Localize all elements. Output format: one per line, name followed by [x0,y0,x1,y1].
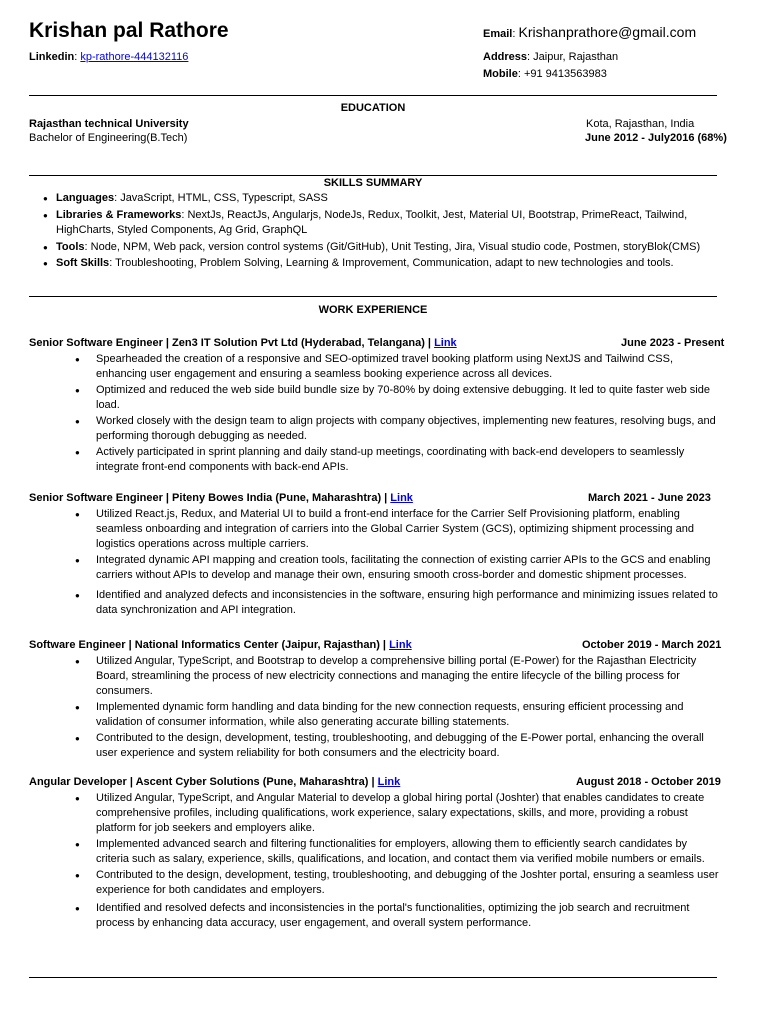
job-dates: August 2018 - October 2019 [576,776,721,788]
job-heading: Senior Software Engineer | Piteny Bowes India (Pune, Maharashtra) | Link [29,492,413,504]
address-value: Jaipur, Rajasthan [533,51,619,63]
job-link[interactable]: Link [377,776,401,788]
list-item: ● Utilized Angular, TypeScript, and Bootstrap to develop a comprehensive billing portal (E-Power) for the Rajasthan Electricity Board, streamlining the process of new electricity connections and managing the entire lifecycle of the billing process for consumers. [29,654,719,699]
job-bullets [29,654,719,761]
linkedin-label: Linkedin [29,51,75,63]
job-link[interactable]: Link [389,639,412,651]
address-label: Address [483,51,528,63]
school-location: Kota, Rajasthan, India [586,118,695,130]
list-item: ● Contributed to the design, development, testing, troubleshooting, and debugging of the Joshter portal, ensuring a seamless user experience for both candidates and employers. [29,868,719,898]
list-item: ● Utilized React.js, Redux, and Material UI to build a front-end interface for the Carrier Self Provisioning platform, enabling seamless onboarding and integration of carriers into the Global Carrier System (GCS), optimizing shipment processing and logistics operations across multiple carriers. [29,507,719,552]
list-item: ● Worked closely with the design team to align projects with company objectives, implementing new features, resolving bugs, and performing thorough debugging as needed. [29,414,719,444]
job-link[interactable]: Link [390,492,413,504]
email-line: Email: Krishanprathore@gmail.com [483,24,697,40]
school-name: Rajasthan technical University [29,118,189,130]
job-dates: March 2021 - June 2023 [588,492,711,504]
linkedin-link[interactable]: kp-rathore-444132116 [80,51,189,63]
colon: : [74,51,81,63]
job-bullets [29,352,719,475]
email-label: Email [483,28,513,40]
list-item: ● Implemented advanced search and filtering functionalities for employers, allowing them to efficiently search candidates by criteria such as salary, experience, skills, qualifications, and location, and contact them via verified mobile numbers or emails. [29,837,719,867]
contact-block [483,24,696,83]
list-item: ● Optimized and reduced the web side build bundle size by 70-80% by doing extensive debugging. It led to quite faster web side load. [29,383,719,413]
education-title: EDUCATION [340,102,406,114]
list-item: ● Identified and analyzed defects and inconsistencies in the software, ensuring high performance and minimizing issues related to data synchronization and API integration. [29,588,719,618]
email-value: Krishanprathore@gmail.com [518,24,697,40]
job-heading: Software Engineer | National Informatics Center (Jaipur, Rajasthan) | Link [29,639,412,651]
skill-item: ● Languages: JavaScript, HTML, CSS, Typescript, SASS [29,191,729,207]
job-dates: June 2023 - Present [621,337,725,349]
list-item: ● Implemented dynamic form handling and data binding for the new connection requests, ensuring efficient processing and validation of consumer information, while also generating accurate billing statements. [29,700,719,730]
skill-item: ● Soft Skills: Troubleshooting, Problem Solving, Learning & Improvement, Communication, adapt to new technologies and tools. [29,256,729,272]
list-item: ● Integrated dynamic API mapping and creation tools, facilitating the connection of existing carrier APIs to the GCS and enabling carriers without APIs to develop and manage their own, ensuring smooth cross-border and domestic shipment processes. [29,553,719,583]
skills-list [29,191,729,272]
list-item: ● Contributed to the design, development, testing, troubleshooting, and debugging of the E-Power portal, enhancing the overall user experience and system reliability for both consumers and the electricity board. [29,731,719,761]
mobile-value: +91 9413563983 [523,68,607,80]
linkedin-line [29,51,188,63]
mobile-label: Mobile [483,68,518,80]
degree: Bachelor of Engineering(B.Tech) [29,132,188,144]
experience-title: WORK EXPERIENCE [318,304,428,316]
job-dates: October 2019 - March 2021 [582,639,722,651]
divider [29,95,717,96]
job-bullets [29,791,719,931]
skills-title: SKILLS SUMMARY [323,177,423,189]
job-heading: Angular Developer | Ascent Cyber Solutions (Pune, Maharashtra) | Link [29,776,401,788]
candidate-name: Krishan pal Rathore [29,19,229,42]
skill-item: ● Tools: Node, NPM, Web pack, version control systems (Git/GitHub), Unit Testing, Jira, Visual studio code, Postmen, storyBlok(CMS) [29,240,729,256]
list-item: ● Spearheaded the creation of a responsive and SEO-optimized travel booking platform using NextJS and Tailwind CSS, enhancing user engagement and ensuring a seamless booking experience across all devices. [29,352,719,382]
skill-item: ● Libraries & Frameworks: NextJs, ReactJs, Angularjs, NodeJs, Redux, Toolkit, Jest, Material UI, Bootstrap, PrimeReact, Tailwind, HighCharts, Styled Components, Ag Grid, GraphQL [29,208,729,239]
job-heading: Senior Software Engineer | Zen3 IT Solution Pvt Ltd (Hyderabad, Telangana) | Link [29,337,457,349]
divider [29,977,717,978]
list-item: ● Utilized Angular, TypeScript, and Angular Material to develop a global hiring portal (Joshter) that enables candidates to create comprehensive profiles, including qualifications, work experience, salary expectations, skills, and more, providing a robust platform for job seekers and employers alike. [29,791,719,836]
divider [29,175,717,176]
address-line: Address: Jaipur, Rajasthan [483,51,619,63]
mobile-line: Mobile: +91 9413563983 [483,68,607,80]
education-dates: June 2012 - July2016 (68%) [585,132,727,144]
list-item: ● Identified and resolved defects and inconsistencies in the portal's functionalities, optimizing the job search and recruitment process by enhancing data accuracy, user engagement, and overall system performance. [29,901,719,931]
divider [29,296,717,297]
job-bullets [29,507,719,618]
job-link[interactable]: Link [434,337,457,349]
list-item: ● Actively participated in sprint planning and daily stand-up meetings, coordinating with back-end developers to seamlessly integrate front-end components with back-end APIs. [29,445,719,475]
